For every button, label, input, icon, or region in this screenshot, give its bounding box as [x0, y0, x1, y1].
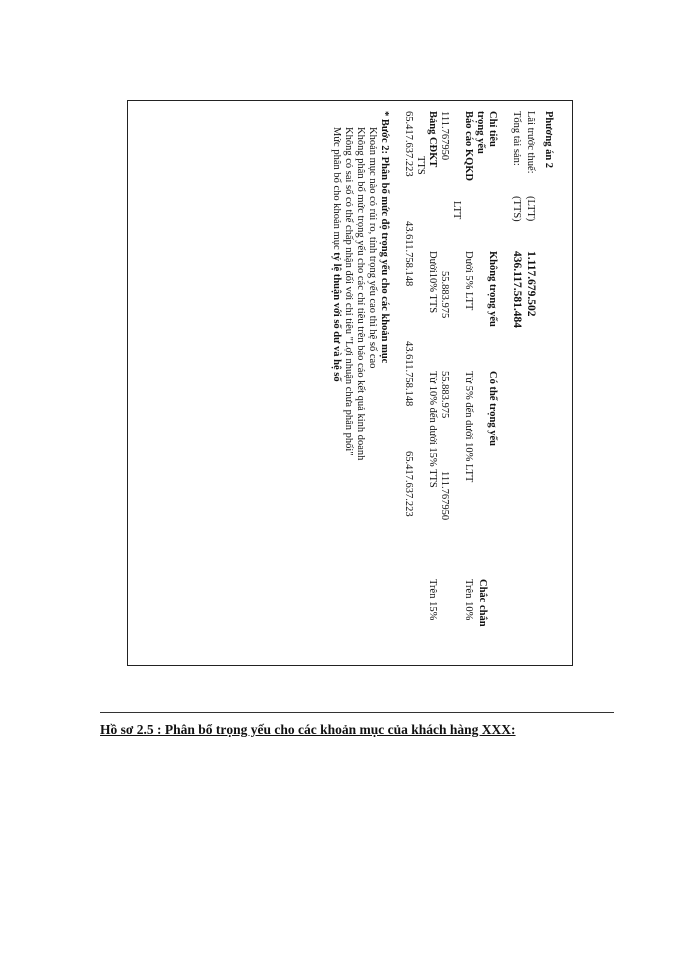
- row-bs-material: Trên 15%: [427, 579, 438, 621]
- assets-value: 436.117.581.484: [511, 251, 523, 328]
- row-bs-value-1: 65.417.637.223: [403, 111, 414, 177]
- step2-line-1: Khoản mục nào có rủi ro, tính trọng yếu cao thì hệ số cao: [367, 127, 378, 369]
- pretax-value: 1.117.679.502: [525, 251, 537, 317]
- row-pl-maybe: Từ 5% đến dưới 10% LTT: [463, 371, 474, 483]
- col-maybe-material: Có thể trọng yếu: [487, 371, 498, 446]
- row-bs-not: Dưới10% TTS: [427, 251, 438, 314]
- section-rule: [100, 712, 614, 713]
- assets-abbr: (TTS): [511, 196, 522, 222]
- step2-line-4-prefix: Mức phân bổ cho khoản mục: [331, 127, 342, 253]
- step2-line-3: Không có sai số có thể chấp nhận đối với chỉ tiêu "Lợi nhuận chưa phân phối": [343, 127, 354, 456]
- row-pl-value-1: 111.767950: [439, 111, 450, 161]
- row-pl-material: Trên 10%: [463, 579, 474, 621]
- step2-title: * Bước 2: Phân bổ mức độ trọng yếu cho các khoản mục: [379, 111, 390, 364]
- row-pl-value-3: 55.883.975: [439, 371, 450, 419]
- col-indicator-1: Chỉ tiêu: [487, 111, 498, 147]
- row-bs-value-4: 65.417.637.223: [403, 451, 414, 517]
- row-bs-tts: TTS: [415, 156, 426, 175]
- heading: Phương án 2: [543, 111, 554, 169]
- caption: Hồ sơ 2.5 : Phân bổ trọng yếu cho các khoản mục của khách hàng XXX:: [100, 722, 516, 737]
- assets-label: Tổng tài sản:: [511, 111, 522, 166]
- row-pl-not: Dưới 5% LTT: [463, 251, 474, 311]
- rotated-table-frame: [127, 100, 573, 666]
- row-bs-value-2: 43.611.758.148: [403, 221, 414, 287]
- row-pl-value-2: 55.883.975: [439, 271, 450, 319]
- row-pl-label: Báo cáo KQKD: [463, 111, 474, 181]
- row-bs-value-3: 43.611.758.148: [403, 341, 414, 407]
- pretax-label: Lãi trước thuế:: [525, 111, 536, 174]
- row-pl-ltt: LTT: [451, 201, 462, 220]
- pretax-abbr: (LTT): [525, 196, 536, 222]
- row-bs-label: Bảng CĐKT: [427, 111, 438, 168]
- step2-line-4: [330, 127, 342, 382]
- col-not-material: Không trọng yếu: [487, 251, 498, 327]
- row-bs-maybe: Từ 10% đến dưới 15% TTS: [427, 371, 438, 488]
- step2-line-4-bold: tỷ lệ thuận với số dư và hệ số: [331, 252, 342, 382]
- step2-line-2: Không phân bổ mức trọng yếu cho các chỉ tiêu trên báo cáo kết quả kinh doanh: [355, 127, 366, 461]
- col-material: Chắc chắn: [477, 579, 488, 627]
- rotated-page-content: [128, 101, 573, 666]
- col-indicator-2: trọng yếu: [475, 111, 486, 154]
- row-pl-value-4: 111.767950: [439, 471, 450, 521]
